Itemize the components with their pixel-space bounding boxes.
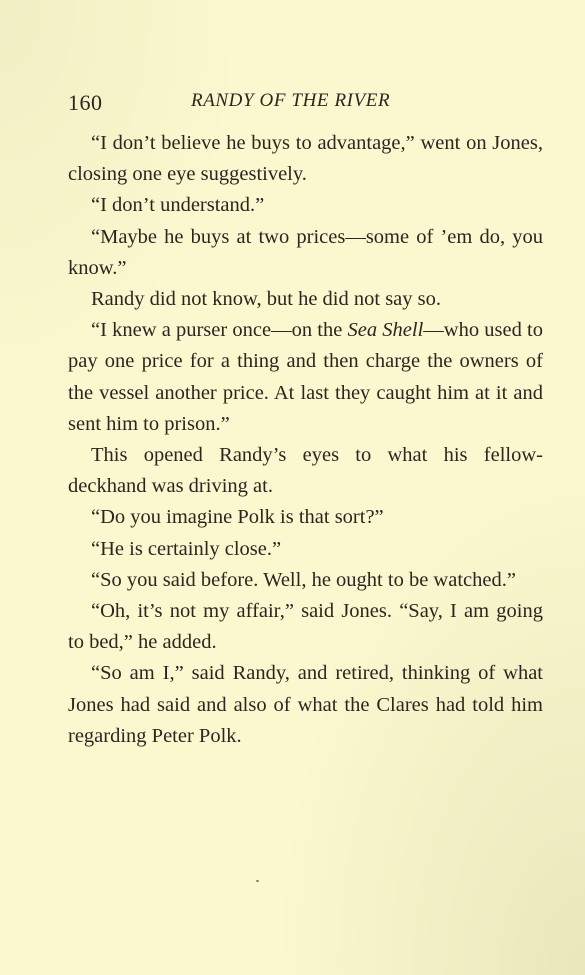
ship-name: Sea Shell (347, 319, 424, 342)
paragraph: “I don’t believe he buys to advantage,” went on Jones, closing one eye suggestively. (68, 132, 543, 186)
body-text (68, 128, 543, 752)
page-number: 160 (68, 90, 103, 115)
paragraph: “I don’t understand.” (91, 194, 265, 217)
paragraph: Randy did not know, but he did not say so. (91, 288, 442, 311)
paragraph: “He is certainly close.” (91, 537, 282, 560)
running-head (68, 90, 543, 118)
paragraph-text: —who used to pay one price for a thing and then charge the owners of the vessel another price. At last they caught him at it and sent him to prison.” (68, 319, 543, 435)
paragraph: “Do you imagine Polk is that sort?” (91, 506, 384, 529)
paragraph (68, 315, 543, 440)
paragraph: This opened Randy’s eyes to what his fellow-deckhand was driving at. (68, 444, 543, 498)
paper-speck (256, 880, 259, 882)
paragraph: “So am I,” said Randy, and retired, thinking of what Jones had said and also of what the Clares had told him regarding Peter Polk. (68, 662, 543, 747)
running-title: RANDY OF THE RIVER (191, 90, 391, 111)
paragraph: “So you said before. Well, he ought to be watched.” (91, 568, 516, 591)
paragraph: “Maybe he buys at two prices—some of ’em do, you know.” (68, 225, 543, 279)
paragraph: “Oh, it’s not my affair,” said Jones. “Say, I am going to bed,” he added. (68, 600, 543, 654)
paragraph-text: “I knew a purser once—on the (91, 319, 348, 342)
